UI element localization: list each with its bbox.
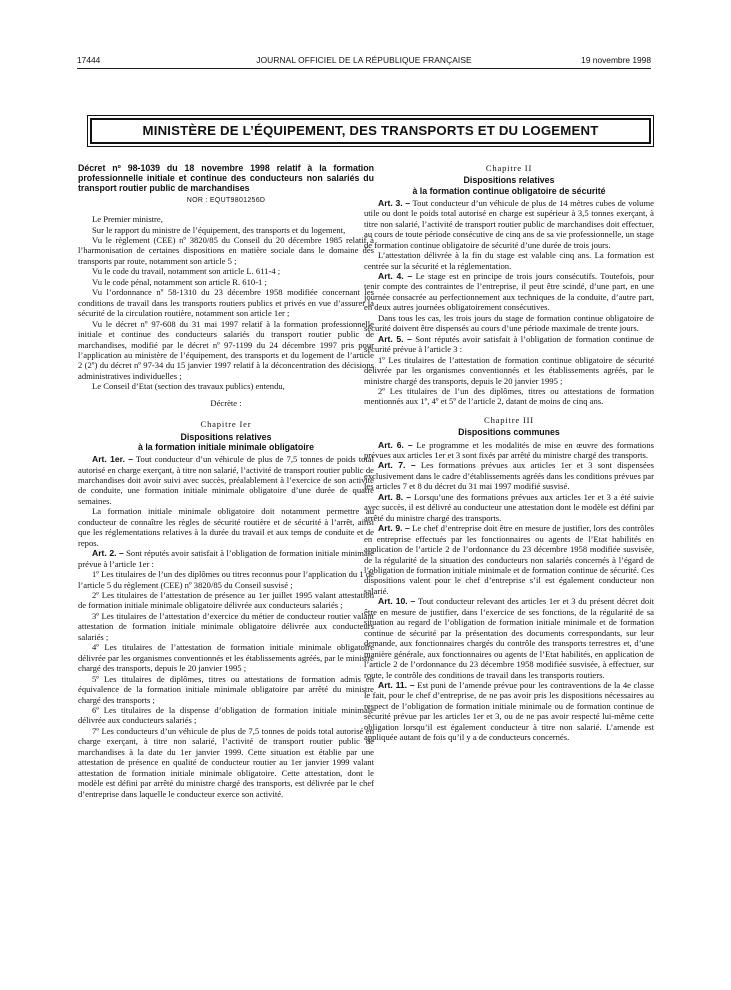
visa-line: Vu le décret nº 97-608 du 31 mai 1997 relatif à la formation professionnelle initiale et continue des conducteurs salariés du transport routier public de marchandises, modifié par le décret nº 97-1199 du 24 décembre 1997 pris pour l’application au ministère de l’équipement, des transports et du logement de l’article 2 (2º) du décret nº 97-34 du 15 janvier 1997 relatif à la déconcentration des décisions administratives individuelles ; bbox=[78, 318, 374, 381]
list-item: 7º Les conducteurs d’un véhicule de plus de 7,5 tonnes de poids total autorisé en charge exerçant, à titre non salarié, l’activité de transport routier public de marchandises à la date du 1er janvier 1999. Cette situation est établie par une attestation de présence en qualité de conducteur routier au 1er janvier 1999 valant attestation de formation initiale minimale obligatoire. Cette attestation, dont le modèle est défini par arrêté du ministre chargé des transports, est délivrée par le chef d’entreprise dans laquelle le conducteur exerce son activité. bbox=[78, 725, 374, 799]
visa-line: Sur le rapport du ministre de l’équipement, des transports et du logement, bbox=[92, 224, 346, 235]
article-text: Sont réputés avoir satisfait à l’obligation de formation initiale minimale prévue à l’article 1er : bbox=[78, 548, 374, 569]
list-item: 3º Les titulaires de l’attestation d’exercice du métier de conducteur routier valant attestation de formation initiale minimale obligatoire délivrée aux conducteurs salariés ; bbox=[78, 610, 374, 642]
chapter-title: Dispositions communes bbox=[458, 427, 560, 438]
page-header bbox=[77, 55, 651, 67]
chapter-title-line: à la formation continue obligatoire de sécurité bbox=[412, 185, 606, 196]
chapter-title bbox=[364, 175, 654, 195]
ministry-title: MINISTÈRE DE L’ÉQUIPEMENT, DES TRANSPORTS ET DU LOGEMENT bbox=[142, 123, 599, 138]
ministry-banner bbox=[90, 118, 651, 144]
article-1 bbox=[78, 454, 374, 506]
article-9 bbox=[364, 523, 654, 596]
article-text: Lorsqu’une des formations prévues aux articles 1er et 3 a été suivie avec succès, il est délivré au conducteur une attestation dont le modèle est défini par arrêté du ministre chargé des transports. bbox=[364, 491, 654, 523]
article-paragraph: La formation initiale minimale obligatoire doit notamment permettre au conducteur de connaître les règles de sécurité routière et de sécurité à l’arrêt, ainsi que les réglementations relatives à la durée du travail et aux temps de conduite et de repos. bbox=[78, 506, 374, 548]
nor-reference: NOR : EQUT9801256D bbox=[186, 196, 266, 204]
chapter-title bbox=[78, 432, 374, 452]
article-text: Les formations prévues aux articles 1er et 3 sont dispensées exclusivement dans le cadre d’établissements agréés dans les conditions prévues par les articles 7 et 8 du décret du 31 mai 1997 modifié susvisé. bbox=[364, 460, 654, 492]
visa-line: Le Premier ministre, bbox=[92, 214, 163, 225]
article-text: Sont réputés avoir satisfait à l’obligation de formation continue de sécurité prévue à l’article 3 : bbox=[364, 333, 654, 355]
article-11 bbox=[364, 680, 654, 743]
article-10 bbox=[364, 596, 654, 680]
article-text: Est puni de l’amende prévue pour les contraventions de la 4e classe le fait, pour le chef d’entreprise, de ne pas avoir pris les dispositions nécessaires au respect de l’obligation de formation initiale minimale ou de formation continue de sécurité prévue par les articles 1er et 3, ou de ne pas avoir respecté lui-même cette obligation lorsqu’il est également conducteur à titre non salarié. L’amende est appliquée autant de fois qu’il y a de conducteurs concernés. bbox=[364, 680, 655, 743]
visa-line: Vu le code du travail, notamment son article L. 611-4 ; bbox=[92, 266, 281, 277]
list-item: 1º Les titulaires de l’attestation de formation continue obligatoire de sécurité délivrée par les organismes conventionnés et les établissements agréés, par le ministre chargé des transports, depuis le 20 janvier 1995 ; bbox=[364, 354, 654, 386]
article-label: Art. 9. – bbox=[378, 523, 410, 534]
article-text: Le programme et les modalités de mise en œuvre des formations prévues aux articles 1er et 3 sont fixés par arrêté du ministre chargé des transports. bbox=[364, 439, 654, 461]
article-label: Art. 5. – bbox=[378, 333, 412, 344]
left-column bbox=[78, 163, 374, 799]
right-column bbox=[364, 163, 654, 743]
list-item: 1º Les titulaires de l’un des diplômes ou titres reconnus pour l’application du 1 de l’article 5 du règlement (CEE) nº 3820/85 du Conseil susvisé ; bbox=[78, 569, 374, 590]
article-text: Tout conducteur relevant des articles 1er et 3 du présent décret doit être en mesure de justifier, dans l’exercice de ses fonctions, de la régularité de sa situation au regard de l’obligation de formation initiale minimale et de formation continue de sécurité par la présentation des documents correspondants, sur leur demande, aux fonctionnaires chargés du contrôle des transports terrestres et, d’une manière générale, aux fonctionnaires ou agents de l’Etat habilités, en application de l’article 2 de l’ordonnance du 23 décembre 1958 modifiée susvisée, à effectuer, sur route, le contrôle des conditions de travail dans les transports routiers. bbox=[364, 596, 654, 680]
list-item: 4º Les titulaires de l’attestation de formation initiale minimale obligatoire délivrée par les organismes conventionnés et les établissements agréés, par le ministre chargé des transports, depuis le 20 janvier 1995 ; bbox=[78, 642, 374, 674]
article-text: Tout conducteur d’un véhicule de plus de 7,5 tonnes de poids total autorisé en charge exerçant, à titre non salarié, l’activité de transport routier public de marchandises doit avoir suivi avec succès, préalablement à l’exercice de son activité de conduite, une formation initiale minimale obligatoire d’une durée de quatre semaines. bbox=[78, 454, 374, 506]
article-label: Art. 11. – bbox=[378, 680, 415, 690]
chapter-label: Chapitre Ier bbox=[200, 419, 252, 430]
list-item: 2º Les titulaires de l’un des diplômes, titres ou attestations de formation mentionnés aux 1º, 4º et 5º de l’article 2, datant de moins de cinq ans. bbox=[364, 386, 654, 407]
page-number: 17444 bbox=[77, 55, 101, 65]
decree-title: Décret nº 98-1039 du 18 novembre 1998 relatif à la formation professionnelle initiale et continue des conducteurs non salariés du transport routier public de marchandises bbox=[78, 163, 374, 194]
journal-title: JOURNAL OFFICIEL DE LA RÉPUBLIQUE FRANÇAISE bbox=[256, 55, 472, 65]
visa-line: Vu l’ordonnance nº 58-1310 du 23 décembre 1958 modifiée concernant les conditions de travail dans les transports routiers publics et privés en vue d’assurer la sécurité de la circulation routière, notamment son article 1er ; bbox=[78, 287, 374, 319]
visa-line: Vu le code pénal, notamment son article R. 610-1 ; bbox=[92, 276, 267, 287]
chapter-title-line: Dispositions relatives bbox=[463, 175, 555, 186]
issue-date: 19 novembre 1998 bbox=[581, 55, 651, 65]
article-label: Art. 10. – bbox=[378, 596, 416, 607]
header-rule bbox=[77, 68, 651, 69]
list-item: 6º Les titulaires de la dispense d’obligation de formation initiale minimale délivrée aux conducteurs salariés ; bbox=[78, 704, 374, 726]
decrete-label: Décrète : bbox=[210, 397, 242, 408]
visa-line: Le Conseil d’Etat (section des travaux publics) entendu, bbox=[92, 381, 285, 392]
article-7 bbox=[364, 460, 654, 491]
article-3 bbox=[364, 198, 654, 250]
article-text: Le stage est en principe de trois jours consécutifs. Toutefois, pour tenir compte des contraintes de l’entreprise, il peut être scindé, d’une part, en une journée consacrée au perfectionnement aux techniques de la conduite, d’autre part, en deux autres journées obligatoirement consécutives. bbox=[364, 271, 654, 313]
article-label: Art. 2. – bbox=[92, 548, 124, 559]
article-label: Art. 7. – bbox=[378, 460, 416, 471]
article-text: Tout conducteur d’un véhicule de plus de 14 mètres cubes de volume utile ou dont le poids total autorisé en charge est supérieur à 3,5 tonnes exerçant, à titre non salarié, l’activité de transport routier public de marchandises doit effectuer, au cours de toute période consécutive de cinq ans de sa vie professionnelle, un stage de formation continue obligatoire de sécurité d’une durée de trois jours. bbox=[364, 197, 654, 250]
chapter-title-line: à la formation initiale minimale obligatoire bbox=[138, 441, 314, 452]
article-5 bbox=[364, 334, 654, 355]
chapter-title-line: Dispositions relatives bbox=[180, 431, 272, 442]
article-2 bbox=[78, 548, 374, 569]
chapter-label: Chapitre III bbox=[484, 414, 534, 425]
article-8 bbox=[364, 492, 654, 523]
article-4 bbox=[364, 271, 654, 313]
article-paragraph: Dans tous les cas, les trois jours du stage de formation continue obligatoire de sécurité doivent être dispensés au cours d’une période maximale de trente jours. bbox=[364, 312, 654, 334]
article-label: Art. 6. – bbox=[378, 439, 413, 450]
article-label: Art. 4. – bbox=[378, 271, 413, 282]
article-text: Le chef d’entreprise doit être en mesure de justifier, lors des contrôles en entreprise effectués par les fonctionnaires ou agents de l’Etat habilités en application de l’article 2 de l’ordonnance du 23 décembre 1958 modifiée susvisée, de la régularité de la situation des conducteurs non salariés concernés à l’égard de l’obligation de formation initiale minimale et de formation continue de sécurité. Ces dispositions valent pour le chef d’entreprise s’il est également conducteur non salarié. bbox=[364, 523, 654, 596]
list-item: 2º Les titulaires de l’attestation de présence au 1er juillet 1995 valant attestation de formation initiale minimale obligatoire délivrée aux conducteurs salariés ; bbox=[78, 589, 374, 611]
article-6 bbox=[364, 440, 654, 461]
article-label: Art. 1er. – bbox=[92, 454, 133, 465]
article-label: Art. 3. – bbox=[378, 197, 411, 208]
list-item: 5º Les titulaires de diplômes, titres ou attestations de formation admis en équivalence de la formation initiale minimale obligatoire par arrêté du ministre chargé des transports ; bbox=[78, 673, 374, 705]
chapter-label: Chapitre II bbox=[485, 163, 533, 173]
article-paragraph: L’attestation délivrée à la fin du stage est valable cinq ans. La formation est centrée sur la sécurité et la réglementation. bbox=[364, 250, 654, 271]
visa-line: Vu le règlement (CEE) nº 3820/85 du Conseil du 20 décembre 1985 relatif à l’harmonisation de certaines dispositions en matière sociale dans le domaine des transports par route, notamment son article 5 ; bbox=[78, 234, 374, 266]
article-label: Art. 8. – bbox=[378, 491, 412, 502]
